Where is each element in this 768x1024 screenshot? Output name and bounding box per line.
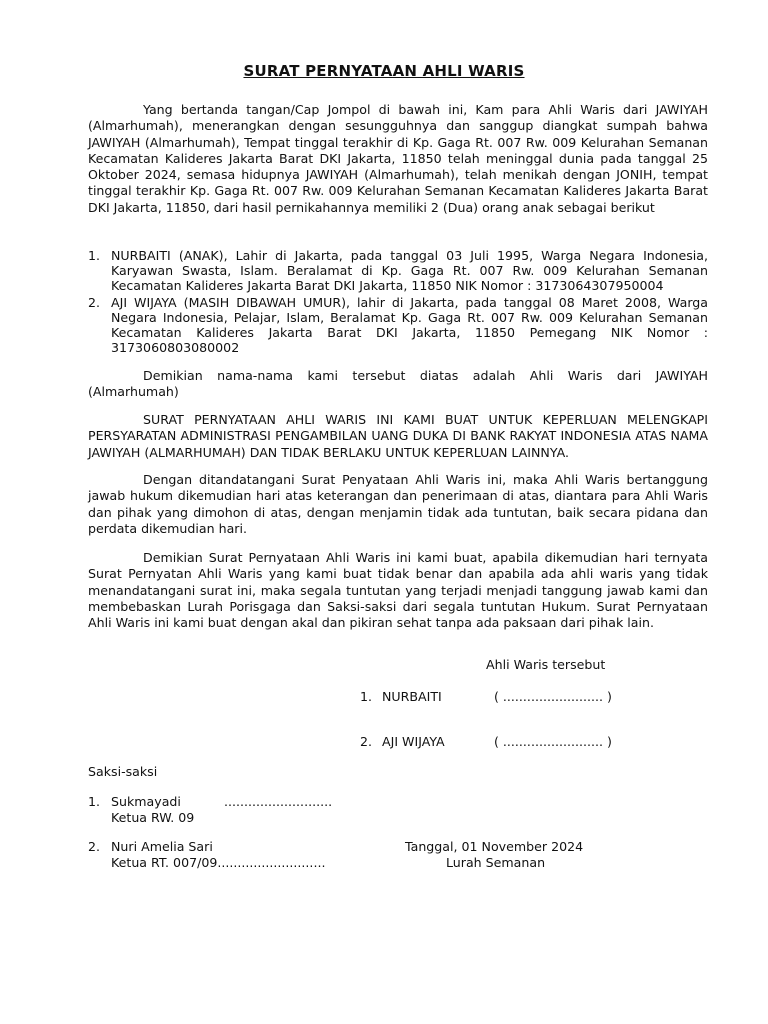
responsibility-paragraph: Dengan ditandatangani Surat Penyataan Ahli Waris ini, maka Ahli Waris bertanggung jawab hukum dikemudian hari atas keterangan dan penerimaan di atas, diantara para Ahli Waris dan pihak yang dimohon di atas, dengan menjamin tidak ada tuntutan, baik secara pidana dan perdata dikemudian hari. xyxy=(88,472,708,536)
heir-signer-number: 1. xyxy=(360,689,373,704)
heirs-statement-paragraph: Demikian nama-nama kami tersebut diatas adalah Ahli Waris dari JAWIYAH (Almarhumah) xyxy=(88,368,708,400)
witness-signature-dots: ........................... xyxy=(224,794,333,809)
witness-heading: Saksi-saksi xyxy=(88,764,158,779)
closing-paragraph: Demikian Surat Pernyataan Ahli Waris ini kami buat, apabila dikemudian hari ternyata Surat Pernyatan Ahli Waris yang kami buat tidak benar dan apabila ada ahli waris yang tidak menandatangani surat ini, maka segala tuntutan yang terjadi menjadi tanggung jawab kami dan membebaskan Lurah Porisgaga dan Saksi-saksi dari segala tuntutan Hukum. Surat Pernyataan Ahli Waris ini kami buat dengan akal dan pikiran sehat tanpa ada paksaan dari pihak lain. xyxy=(88,550,708,631)
list-item xyxy=(88,295,708,356)
witness-number: 1. xyxy=(88,794,101,809)
witness-role: Ketua RT. 007/09........................... xyxy=(111,855,326,870)
list-item-number: 2. xyxy=(88,294,101,310)
heir-signer-name: AJI WIJAYA xyxy=(382,734,445,749)
purpose-paragraph: SURAT PERNYATAAN AHLI WARIS INI KAMI BUAT UNTUK KEPERLUAN MELENGKAPI PERSYARATAN ADMINISTRASI PENGAMBILAN UANG DUKA DI BANK RAKYAT INDONESIA ATAS NAMA JAWIYAH (ALMARHUMAH) DAN TIDAK BERLAKU UNTUK KEPERLUAN LAINNYA. xyxy=(88,412,708,460)
list-item-number: 1. xyxy=(88,248,101,263)
heir-signer-name: NURBAITI xyxy=(382,689,442,704)
list-item xyxy=(88,248,708,294)
list-item-text: AJI WIJAYA (MASIH DIBAWAH UMUR), lahir di Jakarta, pada tanggal 08 Maret 2008, Warga Negara Indonesia, Pelajar, Islam, Beralamat Kp. Gaga Rt. 007 Rw. 009 Kelurahan Semanan Kecamatan Kalideres Jakarta Barat DKI Jakarta, 11850 Pemegang NIK Nomor : 3173060803080002 xyxy=(111,294,708,356)
signature-blank: ( ......................... ) xyxy=(494,689,612,704)
signature-blank: ( ......................... ) xyxy=(494,734,612,749)
list-item-text: NURBAITI (ANAK), Lahir di Jakarta, pada tanggal 03 Juli 1995, Warga Negara Indonesia, Karyawan Swasta, Islam. Beralamat di Kp. Gaga Rt. 007 Rw. 009 Kelurahan Semanan Kecamatan Kalideres Jakarta Barat DKI Jakarta, 11850 NIK Nomor : 3173064307950004 xyxy=(111,248,708,294)
heirs-list xyxy=(88,248,708,356)
witness-role: Ketua RW. 09 xyxy=(111,810,195,825)
document-title: SURAT PERNYATAAN AHLI WARIS xyxy=(243,62,525,80)
witness-name: Sukmayadi xyxy=(111,794,181,809)
document-date: Tanggal, 01 November 2024 xyxy=(405,839,584,854)
intro-paragraph: Yang bertanda tangan/Cap Jompol di bawah ini, Kam para Ahli Waris dari JAWIYAH (Almarhumah), menerangkan dengan sesungguhnya dan sanggup diangkat sumpah bahwa JAWIYAH (Almarhumah), Tempat tinggal terakhir di Kp. Gaga Rt. 007 Rw. 009 Kelurahan Semanan Kecamatan Kalideres Jakarta Barat DKI Jakarta, 11850 telah meninggal dunia pada tanggal 25 Oktober 2024, semasa hidupnya JAWIYAH (Almarhumah), telah menikah dengan JONIH, tempat tinggal terakhir Kp. Gaga Rt. 007 Rw. 009 Kelurahan Semanan Kecamatan Kalideres Jakarta Barat DKI Jakarta, 11850, dari hasil pernikahannya memiliki 2 (Dua) orang anak sebagai berikut xyxy=(88,102,708,215)
witness-number: 2. xyxy=(88,839,101,854)
heirs-signature-heading: Ahli Waris tersebut xyxy=(486,657,606,672)
heir-signer-number: 2. xyxy=(360,734,373,749)
official-title: Lurah Semanan xyxy=(446,855,546,870)
witness-name: Nuri Amelia Sari xyxy=(111,839,213,854)
